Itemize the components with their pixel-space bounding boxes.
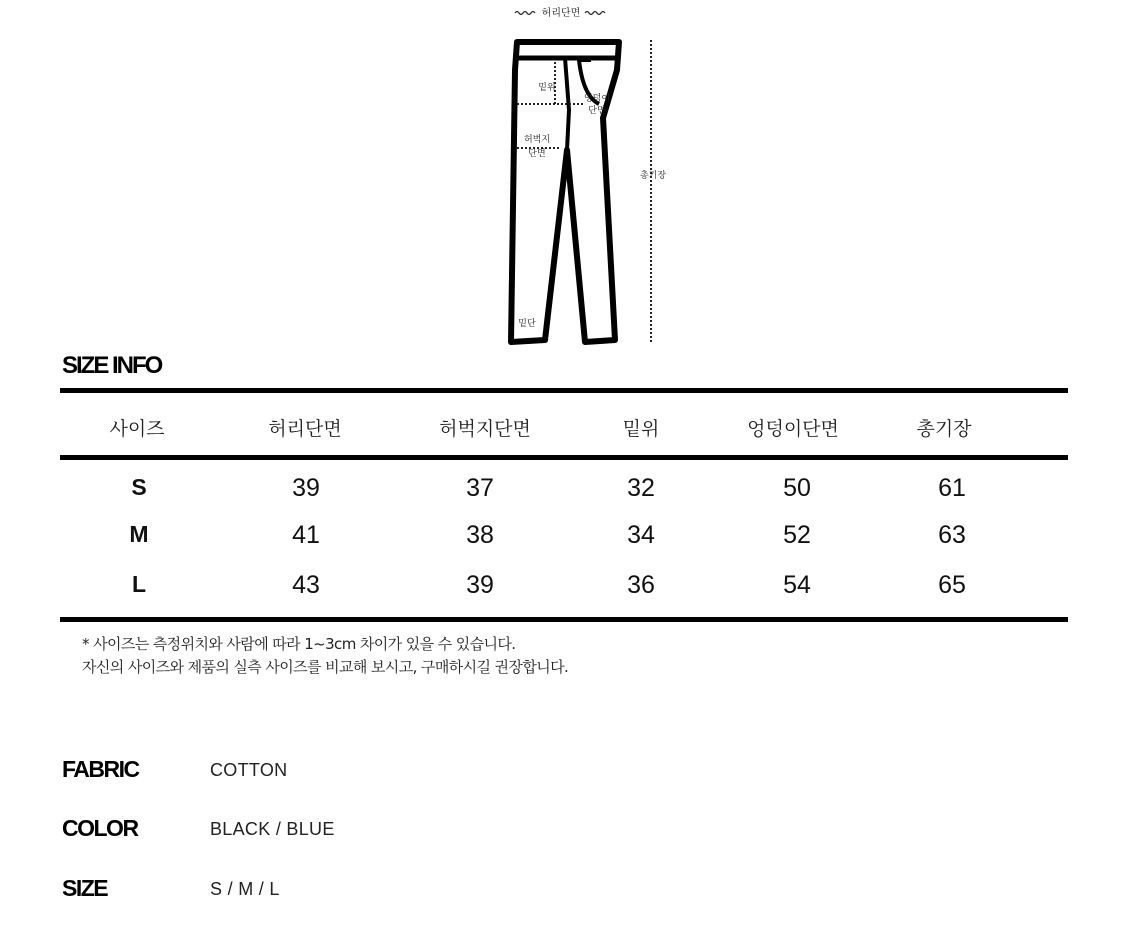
size-label: SIZE [62,875,108,901]
color-label: COLOR [62,815,138,841]
hip-value: 52 [783,521,811,549]
header-hip: 엉덩이단면 [747,418,839,440]
waist-value: 41 [292,521,320,549]
thigh-value: 38 [466,521,494,549]
hip-value: 50 [783,474,811,502]
header-size: 사이즈 [109,418,165,440]
pants-size-diagram [495,0,685,352]
thigh-value: 39 [466,571,494,599]
fabric-value: COTTON [210,760,288,780]
row-size-label: S [131,474,147,500]
row-size-label: L [131,571,147,597]
waist-label: 허리단면 [541,8,581,19]
length-value: 65 [938,571,966,599]
rise-value: 36 [627,571,655,599]
table-top-rule [60,388,1068,393]
hem-label: 밑단 [518,319,536,329]
thigh-label-line1: 허벅지 [523,135,551,145]
rise-value: 34 [627,521,655,549]
length-label: 총기장 [639,171,667,181]
row-size-label: M [129,521,149,547]
measurement-note: * 사이즈는 측정위치와 사람에 따라 1~3cm 차이가 있을 수 있습니다. [82,635,516,653]
waist-value: 43 [292,571,320,599]
table-bottom-rule [60,617,1068,622]
length-value: 63 [938,521,966,549]
length-value: 61 [938,474,966,502]
hip-label-line1: 엉덩이 [583,94,611,104]
rise-label: 밑위 [538,83,556,93]
header-rise: 밑위 [622,418,660,440]
header-length: 총기장 [916,418,972,440]
hip-label-line2: 단면 [588,106,606,116]
header-thigh: 허벅지단면 [439,418,531,440]
size-value: S / M / L [210,879,280,899]
comparison-note: 자신의 사이즈와 제품의 실측 사이즈를 비교해 보시고, 구매하시길 권장합니다. [82,658,569,676]
size-info-title: SIZE INFO [62,352,162,379]
header-waist: 허리단면 [268,418,342,440]
pants-outline-illustration [495,0,685,352]
rise-value: 32 [627,474,655,502]
fabric-label: FABRIC [62,756,139,782]
color-value: BLACK / BLUE [210,819,335,839]
thigh-value: 37 [466,474,494,502]
table-header-rule [60,455,1068,460]
waist-value: 39 [292,474,320,502]
thigh-label-line2: 단면 [528,149,546,159]
hip-value: 54 [783,571,811,599]
